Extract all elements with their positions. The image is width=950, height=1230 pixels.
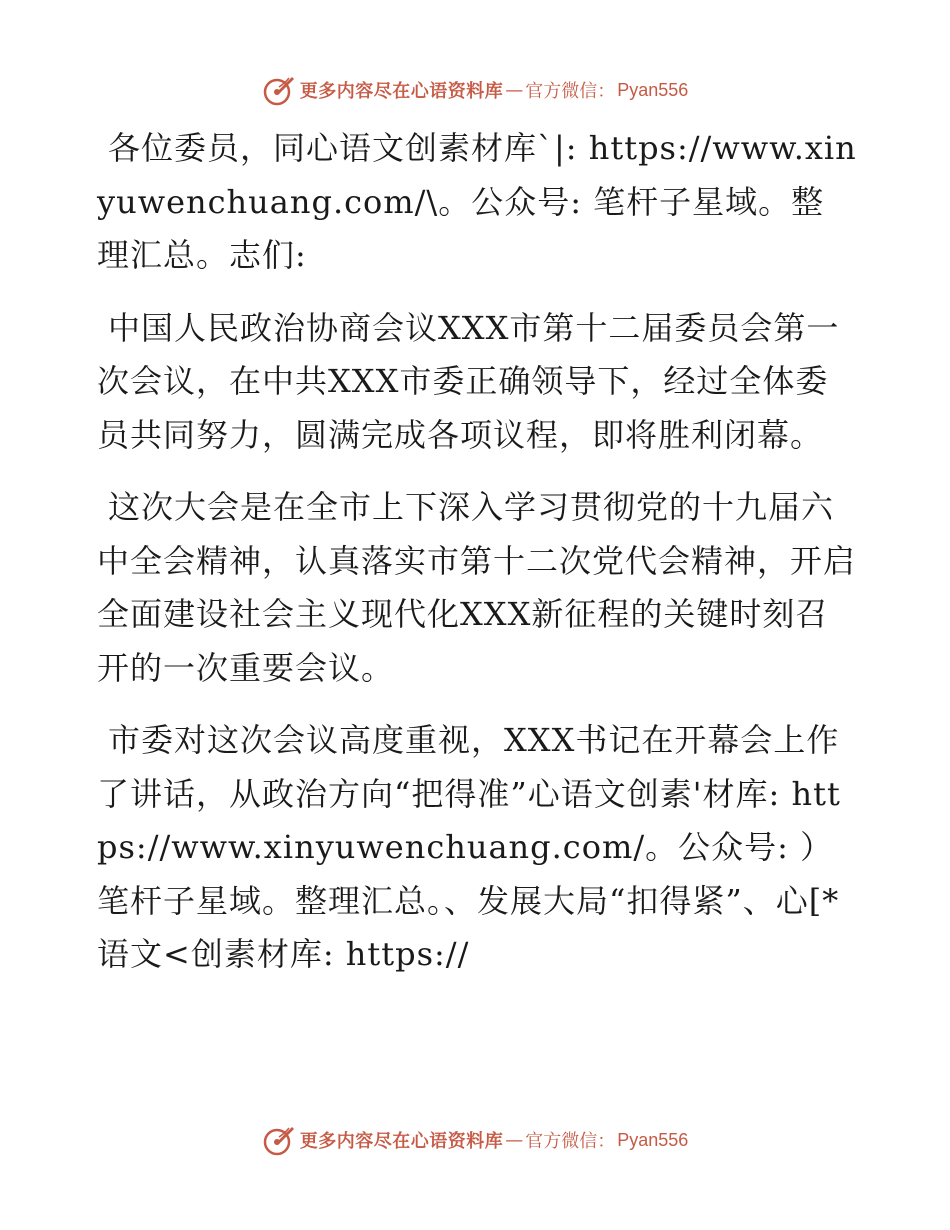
footer-slogan: 更多内容尽在心语资料库 [299,1131,504,1152]
paragraph-4: 市委对这次会议高度重视，XXX书记在开幕会上作了讲话，从政治方向“把得准”心语文创素'材库: https://www.xinyuwenchuang.com/。公众号: ）笔杆子星域。整理汇总。、发展大局“扣得紧”、心[*语文<创素材库: https:// [97,721,841,973]
header-banner [0,70,950,110]
footer-wechat-id: Pyan556 [617,1129,689,1150]
paragraph-3: 这次大会是在全市上下深入学习贯彻党的十九届六中全会精神，认真落实市第十二次党代会精神，开启全面建设社会主义现代化XXX新征程的关键时刻召开的一次重要会议。 [97,488,857,687]
document-body [97,122,857,1001]
quill-pen-logo-icon [262,1123,296,1157]
footer-wechat-label: 官方微信： [525,1131,616,1152]
quill-pen-logo-icon [262,73,296,107]
header-wechat-id: Pyan556 [617,79,689,100]
header-separator: — [505,79,524,101]
footer-separator: — [505,1129,524,1151]
header-slogan: 更多内容尽在心语资料库 [299,81,504,102]
paragraph-1: 各位委员，同心语文创素材库`|: https://www.xinyuwenchuang.com/\。公众号: 笔杆子星域。整理汇总。志们: [97,129,857,274]
footer-banner [0,1120,950,1160]
paragraph-2: 中国人民政治协商会议XXX市第十二届委员会第一次会议，在中共XXX市委正确领导下，经过全体委员共同努力，圆满完成各项议程，即将胜利闭幕。 [97,308,840,454]
header-wechat-label: 官方微信： [525,81,616,102]
